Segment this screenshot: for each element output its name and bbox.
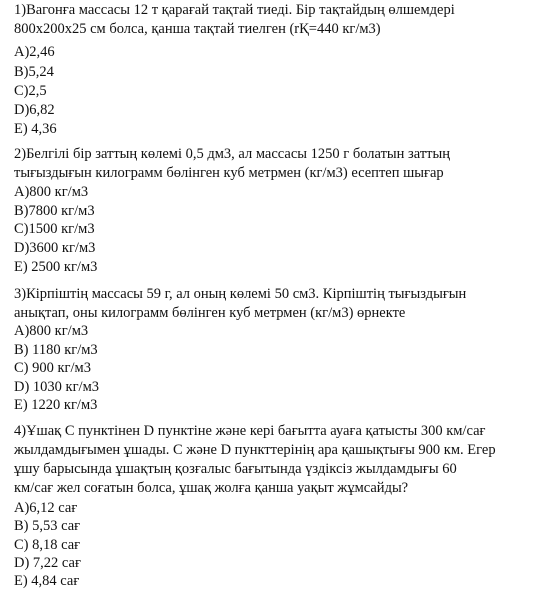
- question-4-text-line-1: 4)Ұшақ С пунктінен D пунктіне және кері бағытта ауаға қатысты 300 км/сағ: [14, 423, 486, 439]
- question-4-text-line-4: км/сағ жел соғатын болса, ұшақ жолға қанша уақыт жұмсайды?: [14, 480, 409, 496]
- question-4-option-e: E) 4,84 сағ: [14, 573, 80, 589]
- question-1-option-d: D)6,82: [14, 102, 55, 118]
- question-1-option-b: B)5,24: [14, 64, 54, 80]
- question-2-text-line-2: тығыздығын килограмм бөлінген куб метрмен (кг/м3) есептеп шығар: [14, 165, 444, 181]
- question-3-option-e: E) 1220 кг/м3: [14, 397, 98, 413]
- question-2-text-line-1: 2)Белгілі бір заттың көлемі 0,5 дм3, ал массасы 1250 г болатын заттың: [14, 146, 450, 162]
- question-2-option-a: A)800 кг/м3: [14, 184, 89, 200]
- question-1-text-line-2: 800х200х25 см болса, қанша тақтай тиелген (rҚ=440 кг/м3): [14, 21, 381, 37]
- question-3-option-a: A)800 кг/м3: [14, 323, 89, 339]
- question-3-text-line-1: 3)Кірпіштің массасы 59 г, ал оның көлемі 50 см3. Кірпіштің тығыздығын: [14, 286, 467, 302]
- question-2-option-e: E) 2500 кг/м3: [14, 259, 98, 275]
- question-3-option-d: D) 1030 кг/м3: [14, 379, 99, 395]
- question-4-text-line-2: жылдамдығымен ұшады. С және D пункттерінің ара қашықтығы 900 км. Егер: [14, 442, 496, 458]
- question-2-option-c: C)1500 кг/м3: [14, 221, 95, 237]
- question-1-option-e: E) 4,36: [14, 121, 57, 137]
- question-1-option-c: C)2,5: [14, 83, 47, 99]
- question-2-option-d: D)3600 кг/м3: [14, 240, 96, 256]
- question-3-option-b: B) 1180 кг/м3: [14, 342, 98, 358]
- question-1-option-a: A)2,46: [14, 44, 55, 60]
- question-1-text-line-1: 1)Вагонға массасы 12 т қарағай тақтай тиеді. Бір тақтайдың өлшемдері: [14, 2, 455, 18]
- question-2-option-b: B)7800 кг/м3: [14, 203, 95, 219]
- question-4-option-b: B) 5,53 сағ: [14, 518, 81, 534]
- question-4-option-a: A)6,12 сағ: [14, 500, 78, 516]
- question-4-option-d: D) 7,22 сағ: [14, 555, 81, 571]
- question-3-text-line-2: анықтап, оны килограмм бөлінген куб метрмен (кг/м3) өрнекте: [14, 305, 406, 321]
- question-4-option-c: C) 8,18 сағ: [14, 537, 81, 553]
- question-3-option-c: C) 900 кг/м3: [14, 360, 91, 376]
- question-4-text-line-3: ұшу барысында ұшақтың қозғалыс бағытында үздіксіз жылдамдығы 60: [14, 461, 457, 477]
